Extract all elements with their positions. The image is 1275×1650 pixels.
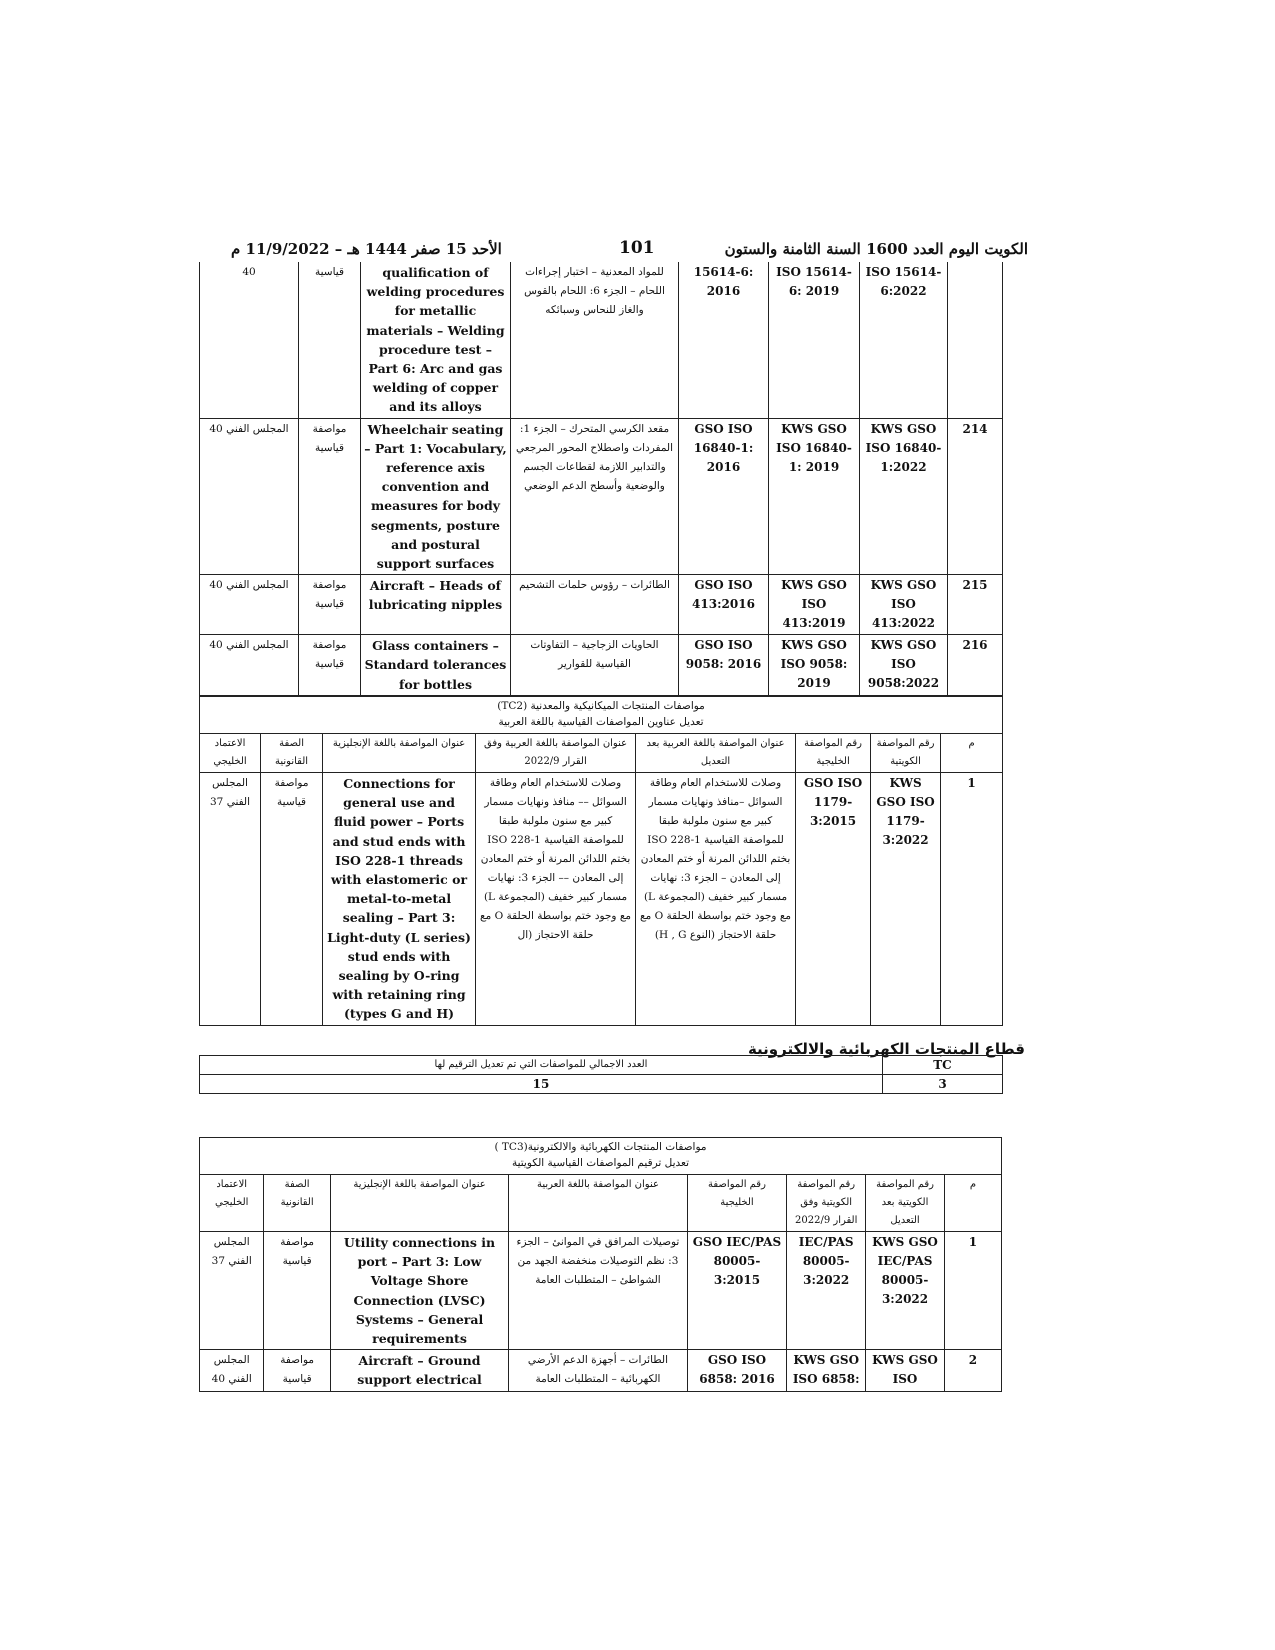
page-number: 101	[619, 238, 655, 258]
total-header: العدد الاجمالي للمواصفات التي تم تعديل الترقيم لها	[200, 1056, 883, 1075]
legal-status: مواصفة قياسية	[299, 635, 361, 696]
gso-number: 15614-6: 2016	[679, 262, 769, 418]
tc3-table	[199, 1137, 1002, 1392]
arabic-title: للمواد المعدنية – اختبار إجراءات اللحام – الجزء 6: اللحام بالقوس والغاز للنحاس وسبائكه	[511, 262, 679, 418]
row-number: 1	[944, 1232, 1001, 1350]
gcc-approval: 40	[200, 262, 299, 418]
kws-number-new: KWS GSO ISO 16840-1:2022	[860, 418, 948, 575]
row-number: 214	[948, 418, 1003, 575]
english-title: Utility connections in port – Part 3: Low Voltage Shore Connection (LVSC) Systems – General requirements	[330, 1232, 508, 1350]
table-subtitle: تعديل عناوين المواصفات القياسية باللغة العربية	[498, 716, 704, 728]
table-row	[200, 262, 1003, 418]
legal-status: مواصفة قياسية	[299, 575, 361, 635]
kws-number-old: KWS GSO ISO 6858:	[787, 1350, 866, 1391]
legal-status: مواصفة قياسية	[299, 418, 361, 575]
column-header: الاعتماد الخليجي	[200, 734, 261, 773]
gso-number: GSO IEC/PAS 80005-3:2015	[687, 1232, 787, 1350]
column-header: عنوان المواصفة باللغة العربية بعد التعديل	[636, 734, 796, 773]
header-date: الأحد 15 صفر 1444 هـ – 11/9/2022 م	[231, 240, 502, 258]
table-row	[200, 773, 1003, 1026]
gso-number: GSO ISO 9058: 2016	[679, 635, 769, 696]
column-header: رقم المواصفة الخليجية	[796, 734, 871, 773]
page-header	[231, 236, 1028, 264]
gcc-approval: المجلس الفني 37	[200, 773, 261, 1026]
column-header: رقم المواصفة الكويتية بعد التعديل	[866, 1175, 945, 1232]
legal-status: مواصفة قياسية	[261, 773, 323, 1026]
arabic-title-new: وصلات للاستخدام العام وطاقة السوائل –منافذ ونهايات مسمار كبير مع سنون ملولبة طبقا للمواصفة القياسية ISO 228-1 بختم اللدائن المرنة أو ختم المعادن إلى المعادن – الجزء 3: نهايات مسمار كبير خفيف (المجموعة L) مع وجود ختم بواسطة الحلقة O مع حلقة الاحتجاز (النوع H , G)	[636, 773, 796, 1026]
column-header: الصفة القانونية	[261, 734, 323, 773]
gso-number: GSO ISO 413:2016	[679, 575, 769, 635]
row-number: 216	[948, 635, 1003, 696]
table-row	[200, 635, 1003, 696]
kws-number-new: KWS GSO ISO	[866, 1350, 945, 1391]
column-header: الاعتماد الخليجي	[200, 1175, 264, 1232]
english-title: Aircraft – Ground support electrical	[330, 1350, 508, 1391]
english-title: Glass containers – Standard tolerances for bottles	[361, 635, 511, 696]
column-header: عنوان المواصفة باللغة العربية وفق القرار 2022/9	[476, 734, 636, 773]
row-number: 2	[944, 1350, 1001, 1391]
gcc-approval: المجلس الفني 40	[200, 635, 299, 696]
gcc-approval: المجلس الفني 37	[200, 1232, 264, 1350]
arabic-title: الطائرات – أجهزة الدعم الأرضي الكهربائية – المتطلبات العامة	[509, 1350, 687, 1391]
gso-number: GSO ISO 6858: 2016	[687, 1350, 787, 1391]
legal-status: مواصفة قياسية	[264, 1232, 330, 1350]
arabic-title: توصيلات المرافق في الموانئ – الجزء 3: نظم التوصيلات منخفضة الجهد من الشواطئ – المتطلبات العامة	[509, 1232, 687, 1350]
gcc-approval: المجلس الفني 40	[200, 418, 299, 575]
legal-status: قياسية	[299, 262, 361, 418]
gcc-approval: المجلس الفني 40	[200, 1350, 264, 1391]
column-header: عنوان المواصفة باللغة الإنجليزية	[330, 1175, 508, 1232]
kws-number: KWS GSO ISO 1179-3:2022	[871, 773, 941, 1026]
arabic-title-old: وصلات للاستخدام العام وطاقة السوائل –– منافذ ونهايات مسمار كبير مع سنون ملولبة طبقا للمواصفة القياسية ISO 228-1 بختم اللدائن المرنة أو ختم المعادن إلى المعادن –– الجزء 3: نهايات مسمار كبير خفيف (المجموعة L) مع وجود ختم بواسطة الحلقة O مع حلقة الاحتجاز (ال	[476, 773, 636, 1026]
kws-number-new: KWS GSO IEC/PAS 80005-3:2022	[866, 1232, 945, 1350]
column-header: م	[944, 1175, 1001, 1232]
tc2-table	[199, 696, 1003, 1026]
column-header: الصفة القانونية	[264, 1175, 330, 1232]
kws-number-old: KWS GSO ISO 9058: 2019	[769, 635, 860, 696]
table-row	[200, 1350, 1002, 1391]
tc-value: 3	[883, 1075, 1003, 1094]
table-row	[200, 418, 1003, 575]
gcc-approval: المجلس الفني 40	[200, 575, 299, 635]
kws-number-old: KWS GSO ISO 413:2019	[769, 575, 860, 635]
table-title-text: مواصفات المنتجات الكهربائية والالكترونية(TC3 )	[494, 1141, 707, 1153]
kws-number-old: KWS GSO ISO 16840-1: 2019	[769, 418, 860, 575]
english-title: Connections for general use and fluid power – Ports and stud ends with ISO 228-1 threads with elastomeric or metal-to-metal sealing – Part 3: Light-duty (L series) stud ends with sealing by O-ring with retaining ring (types G and H)	[323, 773, 476, 1026]
table-title	[200, 1138, 1002, 1175]
table-title-text: مواصفات المنتجات الميكانيكية والمعدنية (TC2)	[497, 700, 705, 712]
tc-header: TC	[883, 1056, 1003, 1075]
legal-status: مواصفة قياسية	[264, 1350, 330, 1391]
column-header: عنوان المواصفة باللغة العربية	[509, 1175, 687, 1232]
column-header: رقم المواصفة الكويتية	[871, 734, 941, 773]
gso-number: GSO ISO 1179-3:2015	[796, 773, 871, 1026]
summary-table	[199, 1055, 1003, 1094]
table-row	[200, 1232, 1002, 1350]
table-header-row	[200, 1175, 1002, 1232]
gso-number: GSO ISO 16840-1: 2016	[679, 418, 769, 575]
total-value: 15	[200, 1075, 883, 1094]
table-title	[200, 697, 1003, 734]
section-title: قطاع المنتجات الكهربائية والالكترونية	[747, 1040, 1025, 1058]
arabic-title: الحاويات الزجاجية – التفاوتات القياسية للقوارير	[511, 635, 679, 696]
row-number: 215	[948, 575, 1003, 635]
kws-number-new: KWS GSO ISO 413:2022	[860, 575, 948, 635]
column-header: عنوان المواصفة باللغة الإنجليزية	[323, 734, 476, 773]
standards-table-continued	[199, 262, 1003, 696]
table-header-row	[200, 734, 1003, 773]
english-title: Wheelchair seating – Part 1: Vocabulary, reference axis convention and measures for body segments, posture and postural support surfaces	[361, 418, 511, 575]
header-publication: الكويت اليوم العدد 1600 السنة الثامنة والستون	[724, 240, 1028, 258]
arabic-title: مقعد الكرسي المتحرك – الجزء 1: المفردات واصطلاح المحور المرجعي والتدابير اللازمة لقطاعات الجسم والوضعية وأسطح الدعم الوضعي	[511, 418, 679, 575]
kws-number-new: KWS GSO ISO 9058:2022	[860, 635, 948, 696]
row-number: 1	[941, 773, 1003, 1026]
english-title: qualification of welding procedures for metallic materials – Welding procedure test – Part 6: Arc and gas welding of copper and its alloys	[361, 262, 511, 418]
column-header: م	[941, 734, 1003, 773]
column-header: رقم المواصفة الكويتية وفق القرار 2022/9	[787, 1175, 866, 1232]
kws-number-old: ISO 15614-6: 2019	[769, 262, 860, 418]
english-title: Aircraft – Heads of lubricating nipples	[361, 575, 511, 635]
arabic-title: الطائرات – رؤوس حلمات التشحيم	[511, 575, 679, 635]
kws-number-old: IEC/PAS 80005-3:2022	[787, 1232, 866, 1350]
table-row	[200, 575, 1003, 635]
column-header: رقم المواصفة الخليجية	[687, 1175, 787, 1232]
kws-number-new: ISO 15614-6:2022	[860, 262, 948, 418]
row-number	[948, 262, 1003, 418]
table-subtitle: تعديل ترقيم المواصفات القياسية الكويتية	[511, 1157, 690, 1169]
